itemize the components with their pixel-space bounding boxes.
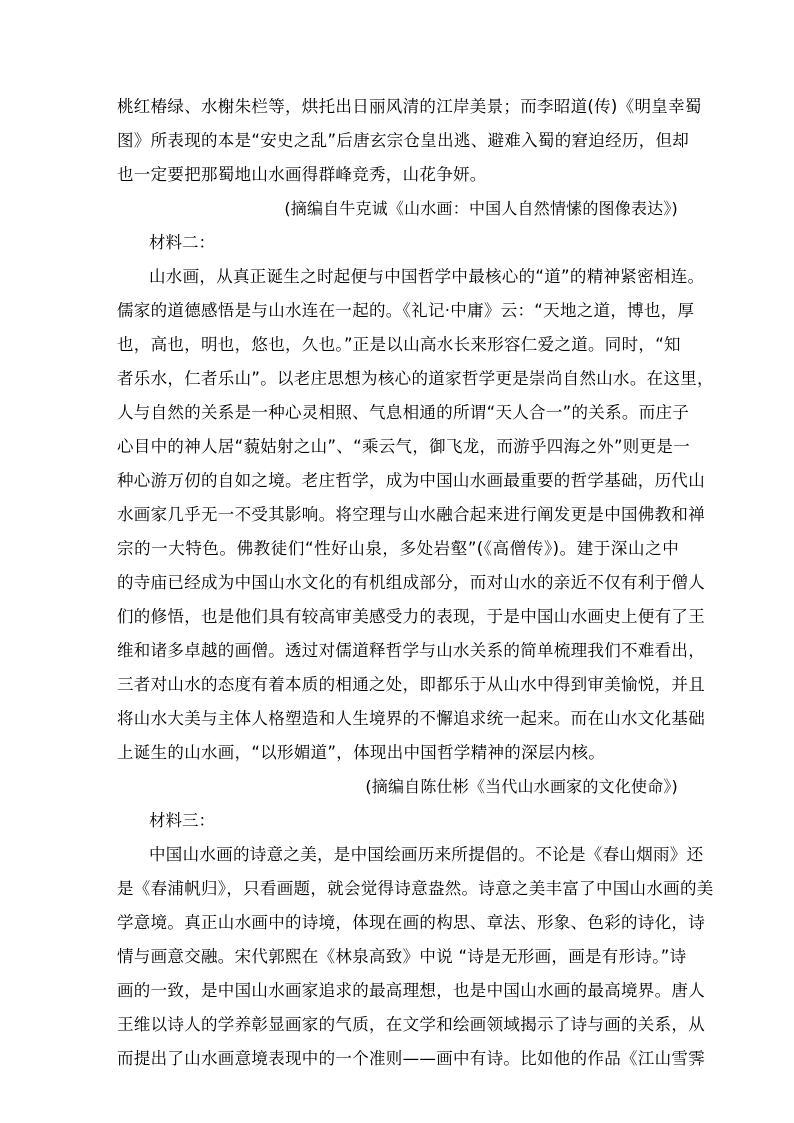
section-heading: 材料二：	[149, 233, 215, 252]
paragraph-line: 图》所表现的本是“安史之乱”后唐玄宗仓皇出逃、避难入蜀的窘迫经历，但却	[117, 131, 690, 150]
paragraph-line: 山水画，从真正诞生之时起便与中国哲学中最核心的“道”的精神紧密相连。	[149, 267, 705, 286]
paragraph-line: 也一定要把那蜀地山水画得群峰竞秀，山花争妍。	[117, 165, 487, 184]
citation: (摘编自陈仕彬《当代山水画家的文化使命》)	[365, 777, 678, 796]
paragraph-line: 中国山水画的诗意之美，是中国绘画历来所提倡的。不论是《春山烟雨》还	[149, 845, 704, 864]
citation: (摘编自牛克诚《山水画：中国人自然情愫的图像表达》)	[284, 199, 678, 218]
paragraph-line: 水画家几乎无一不受其影响。将空理与山水融合起来进行阐发更是中国佛教和禅	[117, 505, 705, 524]
section-heading: 材料三：	[149, 811, 215, 830]
paragraph-line: 上诞生的山水画，“以形媚道”，体现出中国哲学精神的深层内核。	[117, 743, 606, 762]
paragraph-line: 的寺庙已经成为中国山水文化的有机组成部分，而对山水的亲近不仅有利于僧人	[117, 573, 705, 592]
paragraph-line: 们的修悟，也是他们具有较高审美感受力的表现，于是中国山水画史上便有了王	[117, 607, 705, 626]
paragraph-line: 也，高也，明也，悠也，久也。”正是以山高水长来形容仁爱之道。同时，“知	[117, 335, 681, 354]
paragraph-line: 是《春浦帆归》，只看画题，就会觉得诗意盎然。诗意之美丰富了中国山水画的美	[117, 879, 714, 898]
paragraph-line: 学意境。真正山水画中的诗境，体现在画的构思、章法、形象、色彩的诗化，诗	[117, 913, 705, 932]
paragraph-line: 画的一致，是中国山水画家追求的最高理想，也是中国山水画的最高境界。唐人	[117, 981, 705, 1000]
paragraph-line: 维和诸多卓越的画僧。透过对儒道释哲学与山水关系的简单梳理我们不难看出，	[117, 641, 705, 660]
paragraph-line: 将山水大美与主体人格塑造和人生境界的不懈追求统一起来。而在山水文化基础	[117, 709, 705, 728]
paragraph-line: 桃红椿绿、水榭朱栏等，烘托出日丽风清的江岸美景；而李昭道(传)《明皇幸蜀	[117, 97, 702, 116]
paragraph-line: 三者对山水的态度有着本质的相通之处，即都乐于从山水中得到审美愉悦，并且	[117, 675, 705, 694]
paragraph-line: 而提出了山水画意境表现中的一个准则——画中有诗。比如他的作品《江山雪霁	[117, 1049, 705, 1068]
paragraph-line: 种心游万仞的自如之境。老庄哲学，成为中国山水画最重要的哲学基础，历代山	[117, 471, 705, 490]
paragraph-line: 者乐水，仁者乐山”。以老庄思想为核心的道家哲学更是崇尚自然山水。在这里，	[117, 369, 714, 388]
paragraph-line: 宗的一大特色。佛教徒们“性好山泉，多处岩壑”(《高僧传》)。建于深山之中	[117, 539, 679, 558]
paragraph-line: 王维以诗人的学养彰显画家的气质，在文学和绘画领域揭示了诗与画的关系，从	[117, 1015, 705, 1034]
paragraph-line: 情与画意交融。宋代郭熙在《林泉高致》中说 “诗是无形画，画是有形诗。”诗	[117, 947, 687, 966]
paragraph-line: 儒家的道德感悟是与山水连在一起的。《礼记·中庸》云：“天地之道，博也，厚	[117, 301, 695, 320]
paragraph-line: 心目中的神人居“藐姑射之山”、“乘云气，御飞龙，而游乎四海之外”则更是一	[117, 437, 690, 456]
paragraph-line: 人与自然的关系是一种心灵相照、气息相通的所谓“天人合一”的关系。而庄子	[117, 403, 690, 422]
